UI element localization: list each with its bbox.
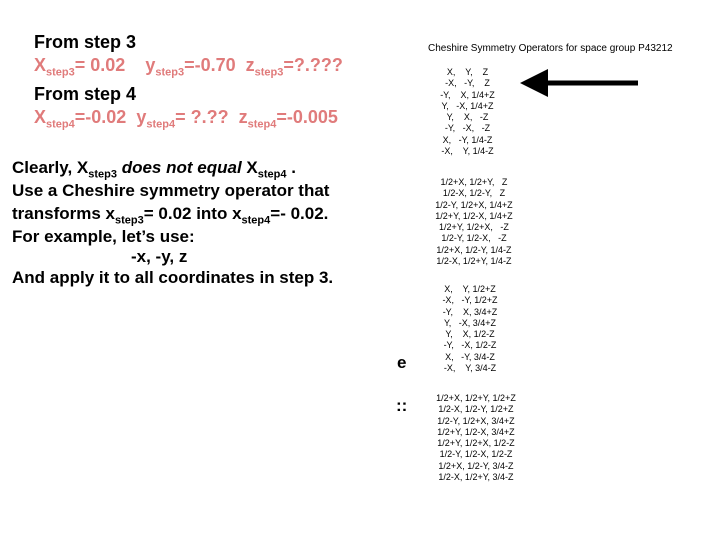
- step4-values: [34, 107, 338, 131]
- step4-y: $y_{step4}=$ ?.??: [136, 107, 229, 131]
- operator-group-3: X, Y, 1/2+Z -X, -Y, 1/2+Z -Y, X, 3/4+Z Y, -X, 3/4+Z Y, X, 1/2-Z -Y, -X, 1/2-Z X, -Y, 3/4-Z -X, Y, 3/4-Z: [442, 284, 498, 374]
- left-arrow-icon: [520, 66, 640, 100]
- explanation-line-2: Use a Cheshire symmetry operator that: [12, 181, 330, 200]
- step3-y: $y_{step3}=-0.70$: [145, 55, 236, 79]
- operator-group-1: X, Y, Z -X, -Y, Z -Y, X, 1/4+Z Y, -X, 1/4+Z Y, X, -Z -Y, -X, -Z X, -Y, 1/4-Z -X, Y, 1/4-Z: [440, 67, 495, 157]
- explanation-line-1: Clearly, $X_{step3}$ does not equal $X_{step4}$ .: [12, 158, 296, 181]
- fragment-colon: ::: [396, 396, 408, 415]
- operator-group-2: 1/2+X, 1/2+Y, Z 1/2-X, 1/2-Y, Z 1/2-Y, 1/2+X, 1/4+Z 1/2+Y, 1/2-X, 1/4+Z 1/2+Y, 1/2+X, -Z 1/2-Y, 1/2-X, -Z 1/2+X, 1/2-Y, 1/4-Z 1/2-X, 1/2+Y, 1/4-Z: [435, 177, 513, 267]
- step3-x: $X_{step3}= 0.02$: [34, 55, 126, 79]
- step4-x: $X_{step4}=-0.02$: [34, 107, 127, 131]
- step4-z: $z_{step4}=-0.005$: [238, 107, 338, 131]
- explanation-operator-example: -x, -y, z: [131, 247, 188, 266]
- step3-heading: From step 3: [34, 32, 137, 52]
- step3-z: $z_{step3}=$?.???: [245, 55, 343, 79]
- operators-title: Cheshire Symmetry Operators for space group P43212: [428, 43, 673, 54]
- explanation-line-3: transforms $x_{step3}= 0.02$ into $x_{step4}=-$ 0.02.: [12, 204, 329, 227]
- step4-heading: From step 4: [34, 84, 137, 104]
- step3-values: [34, 55, 343, 79]
- explanation-line-6: And apply it to all coordinates in step 3.: [12, 268, 334, 287]
- operator-group-4: 1/2+X, 1/2+Y, 1/2+Z 1/2-X, 1/2-Y, 1/2+Z 1/2-Y, 1/2+X, 3/4+Z 1/2+Y, 1/2-X, 3/4+Z 1/2+Y, 1/2+X, 1/2-Z 1/2-Y, 1/2-X, 1/2-Z 1/2+X, 1/2-Y, 3/4-Z 1/2-X, 1/2+Y, 3/4-Z: [436, 393, 516, 483]
- fragment-e: e: [397, 353, 407, 372]
- explanation-line-4: For example, let’s use:: [12, 227, 195, 246]
